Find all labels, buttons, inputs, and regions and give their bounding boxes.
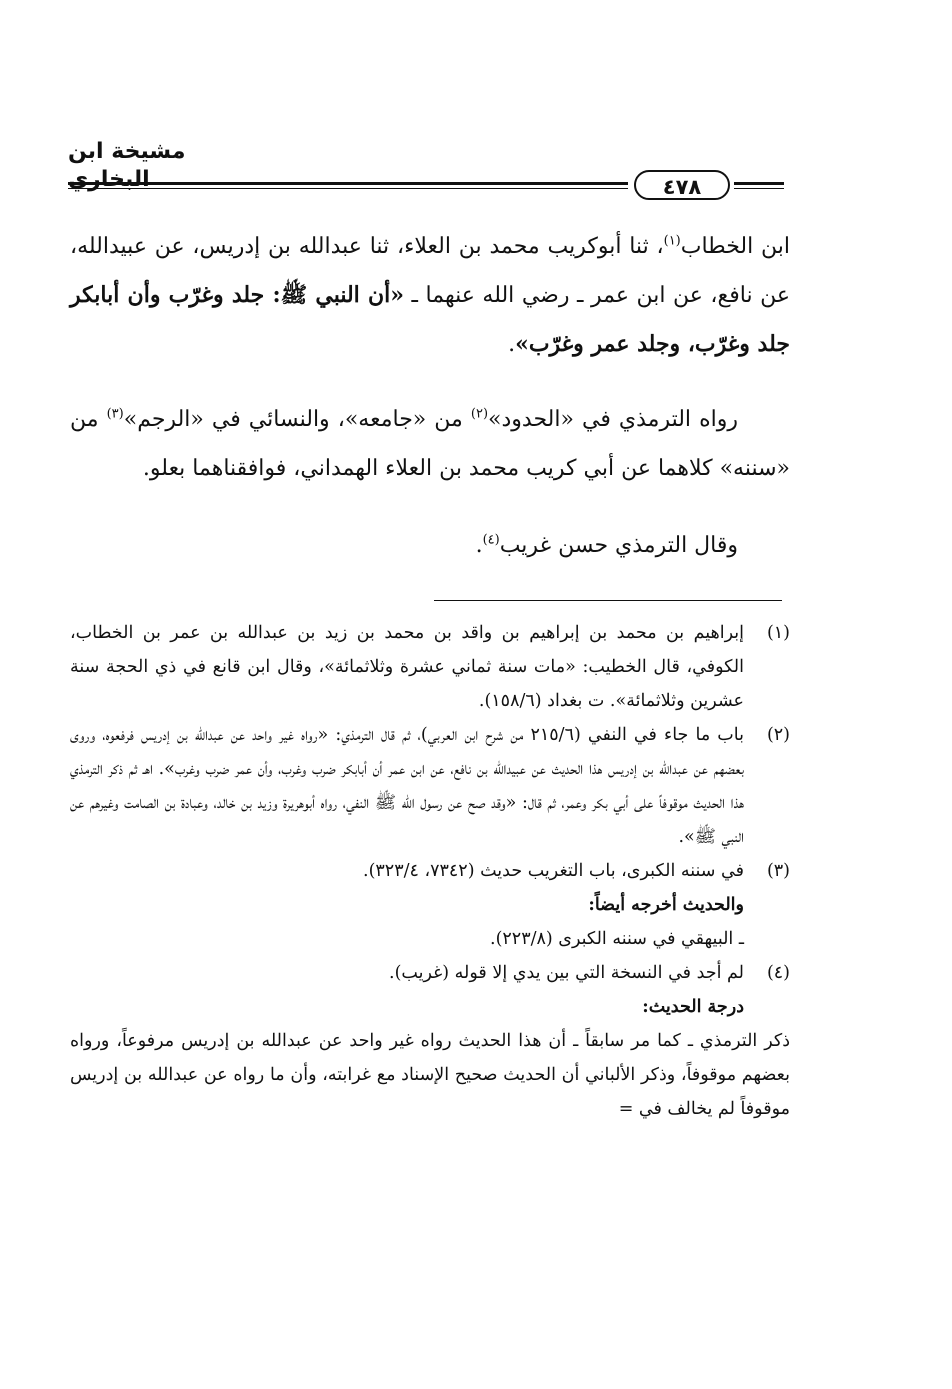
p3-end: . <box>475 533 483 558</box>
header-rule-thick-left <box>68 182 628 185</box>
hadith-degree-text: ذكر الترمذي ـ كما مر سابقاً ـ أن هذا الحديث رواه غير واحد عن عبدالله بن إدريس مرفوعاً، ورواه بعضهم موقوفاً، وذكر الألباني أن الحديث صحيح الإسناد مع غرابته، وأن ما رواه عن عبدالله بن إدريس موقوفاً لم يخالف في = <box>70 1031 790 1119</box>
footnote-number: (١) <box>766 623 790 643</box>
main-text <box>70 222 790 570</box>
footnote-2 <box>70 718 790 854</box>
p2-text-c: من «سننه» كلاهما عن أبي كريب محمد بن العلاء الهمداني، فوافقناهما بعلو. <box>70 407 790 481</box>
footnote-4 <box>70 956 790 990</box>
p1-text-a: ابن الخطاب <box>680 234 791 259</box>
header-rule-thin-right <box>734 188 784 189</box>
p1-text-b: ، ثنا أبوكريب محمد بن العلاء، ثنا عبدالله بن إدريس، عن عبيدالله، عن نافع، عن ابن عمر ـ رضي الله عنهما ـ <box>70 234 790 308</box>
footnote-text: لم أجد في النسخة التي بين يدي إلا قوله (غريب). <box>389 963 744 983</box>
footnote-ref-1: (١) <box>663 233 681 249</box>
hadith-degree-heading: درجة الحديث: <box>642 997 744 1017</box>
running-title <box>68 138 268 194</box>
book-title-text: مشيخة ابن البخاري <box>68 139 186 192</box>
p2-text-a: رواه الترمذي في «الحدود» <box>488 407 738 432</box>
p2-text-b: من «جامعه»، والنسائي في «الرجم» <box>123 407 471 432</box>
grading-paragraph <box>70 521 790 570</box>
header-rule-thick-right <box>734 182 784 185</box>
footnote-text: في سننه الكبرى، باب التغريب حديث (٧٣٤٢، ٣٢٣/٤). <box>363 861 744 881</box>
footnote-3 <box>70 854 790 956</box>
footnote-text: باب ما جاء في النفي (٢١٥/٦ من شرح ابن العربي)، ثم قال الترمذي: «رواه غير واحد عن عبدالله بن إدريس فرفعوه، وروى بعضهم عن عبدالله بن إدريس هذا الحديث عن عبيدالله بن نافع، عن ابن عمر أن أبابكر ضرب وغرب، وأن عمر ضرب وغرب». اهـ ثم ذكر الترمذي هذا الحديث موقوفاً على أبي بكر وعمر، ثم قال: «وقد صح عن رسول الله ﷺ النفي، رواه أبوهريرة وزيد بن خالد، وعبادة بن الصامت وغيرهم عن النبي ﷺ». <box>70 725 744 847</box>
footnote-ref-4: (٤) <box>482 532 500 548</box>
footnote-separator <box>434 600 782 601</box>
hadith-matn: «أن النبي ﷺ: جلد وغرّب وأن أبابكر جلد وغرّب، وجلد عمر وغرّب» <box>70 282 790 357</box>
page-number: ٤٧٨ <box>634 170 730 200</box>
p1-end: . <box>508 332 516 357</box>
footnote-subheading: والحديث أخرجه أيضاً: <box>588 895 744 915</box>
hadith-paragraph <box>70 222 790 369</box>
footnote-text: إبراهيم بن محمد بن إبراهيم بن واقد بن محمد بن زيد بن عبدالله بن عمر بن الخطاب، الكوفي، قال الخطيب: «مات سنة ثماني عشرة وثلاثمائة»، وقال ابن قانع في ذي الحجة سنة عشرين وثلاثمائة». ت بغداد (١٥٨/٦). <box>70 623 744 711</box>
footnote-ref-3: (٣) <box>106 406 124 422</box>
footnote-subitem: ـ البيهقي في سننه الكبرى (٢٢٣/٨). <box>490 929 744 949</box>
footnote-1 <box>70 616 790 718</box>
takhrij-paragraph <box>70 395 790 493</box>
header-rule-thin-left <box>68 188 628 189</box>
footnote-number: (٢) <box>766 725 790 745</box>
page-header <box>68 138 784 198</box>
footnote-number: (٣) <box>766 861 790 881</box>
footnote-ref-2: (٢) <box>470 406 489 422</box>
p3-text-a: وقال الترمذي حسن غريب <box>499 533 738 558</box>
footnotes <box>70 616 790 1126</box>
footnote-number: (٤) <box>766 963 790 983</box>
